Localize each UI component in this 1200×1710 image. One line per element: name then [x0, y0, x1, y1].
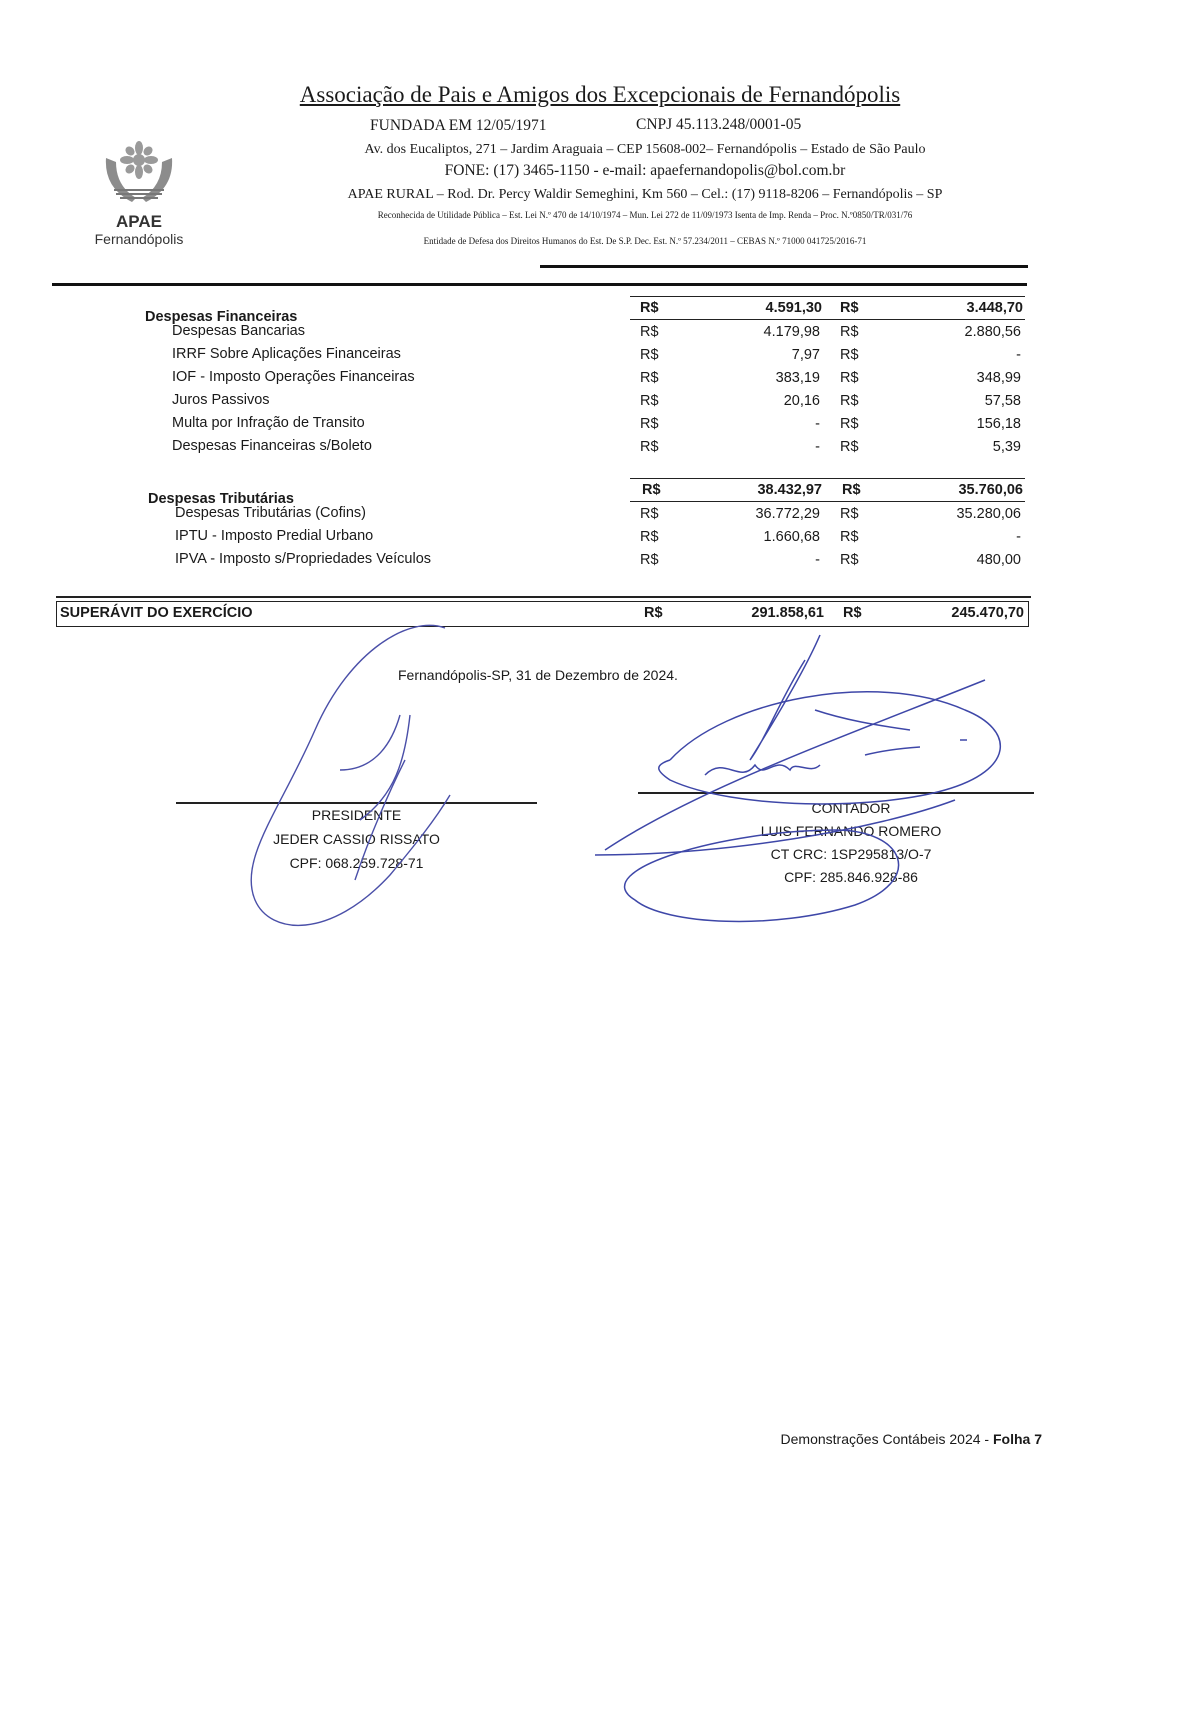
address: Av. dos Eucaliptos, 271 – Jardim Araguaia – CEP 15608-002– Fernandópolis – Estado de São Paulo	[364, 142, 926, 157]
president-signature	[240, 620, 480, 940]
financeiras-item-label: IOF - Imposto Operações Financeiras	[172, 369, 415, 385]
accountant-crc: CT CRC: 1SP295813/O-7	[770, 846, 932, 862]
tributarias-item-b: 35.280,06	[956, 506, 1021, 522]
financeiras-item-b: 2.880,56	[964, 324, 1021, 340]
financeiras-item-b: 5,39	[992, 439, 1021, 455]
financeiras-total-a: 4.591,30	[765, 300, 822, 316]
tributarias-item-row: R$ 36.772,29 R$ 35.280,06	[630, 503, 1025, 525]
tributarias-total-row: R$ 38.432,97 R$ 35.760,06	[630, 479, 1025, 501]
financeiras-item-a: 7,97	[791, 347, 820, 363]
tributarias-total-b: 35.760,06	[958, 482, 1023, 498]
accountant-name: LUIS FERNANDO ROMERO	[760, 823, 942, 839]
financeiras-item-label: IRRF Sobre Aplicações Financeiras	[172, 346, 401, 362]
phone-email: FONE: (17) 3465-1150 - e-mail: apaefernandopolis@bol.com.br	[444, 162, 846, 179]
financeiras-item-a: 20,16	[783, 393, 820, 409]
superavit-a: 291.858,61	[751, 605, 824, 621]
apae-rural: APAE RURAL – Rod. Dr. Percy Waldir Semeghini, Km 560 – Cel.: (17) 9118-8206 – Fernandópolis – SP	[347, 187, 943, 202]
tributarias-item-b: -	[1016, 529, 1021, 545]
org-title: Associação de Pais e Amigos dos Excepcionais de Fernandópolis	[299, 82, 901, 107]
president-name: JEDER CASSIO RISSATO	[273, 831, 440, 847]
financeiras-item-row: R$ 383,19 R$ 348,99	[630, 367, 1025, 389]
financeiras-item-label: Despesas Financeiras s/Boleto	[172, 438, 372, 454]
founded-date: FUNDADA EM 12/05/1971	[370, 117, 547, 134]
apae-flower-hands-icon	[84, 138, 194, 212]
footer: Demonstrações Contábeis 2024 - Folha 7	[780, 1431, 1042, 1447]
tributarias-item-row: R$ 1.660,68 R$ -	[630, 526, 1025, 548]
cnpj: CNPJ 45.113.248/0001-05	[636, 116, 802, 133]
financeiras-item-b: 57,58	[984, 393, 1021, 409]
place-date: Fernandópolis-SP, 31 de Dezembro de 2024.	[398, 667, 678, 683]
financeiras-item-label: Juros Passivos	[172, 392, 270, 408]
president-role: PRESIDENTE	[311, 807, 402, 823]
financeiras-item-a: -	[815, 439, 820, 455]
financeiras-item-row: R$ 20,16 R$ 57,58	[630, 390, 1025, 412]
tributarias-title: Despesas Tributárias	[148, 491, 294, 507]
tributarias-item-label: Despesas Tributárias (Cofins)	[175, 505, 366, 521]
tributarias-total-a: 38.432,97	[757, 482, 822, 498]
president-cpf: CPF: 068.259.728-71	[289, 855, 424, 871]
tributarias-item-row: R$ - R$ 480,00	[630, 549, 1025, 571]
financeiras-total-row: R$ 4.591,30 R$ 3.448,70	[630, 297, 1025, 319]
tributarias-item-a: -	[815, 552, 820, 568]
tributarias-item-b: 480,00	[976, 552, 1021, 568]
logo-city: Fernandópolis	[94, 231, 184, 247]
financeiras-item-label: Multa por Infração de Transito	[172, 415, 365, 431]
tributarias-item-a: 1.660,68	[763, 529, 820, 545]
accountant-role: CONTADOR	[811, 800, 891, 816]
financeiras-item-a: -	[815, 416, 820, 432]
entity: Entidade de Defesa dos Direitos Humanos do Est. De S.P. Dec. Est. N.º 57.234/2011 – CEBAS N.º 71000 041725/2016-71	[423, 236, 867, 246]
apae-logo	[84, 138, 194, 248]
financeiras-item-b: 156,18	[976, 416, 1021, 432]
logo-name: APAE	[116, 212, 162, 231]
financeiras-item-a: 383,19	[775, 370, 820, 386]
superavit-b: 245.470,70	[951, 605, 1024, 621]
financeiras-item-row: R$ 4.179,98 R$ 2.880,56	[630, 321, 1025, 343]
financeiras-item-label: Despesas Bancarias	[172, 323, 305, 339]
financeiras-title: Despesas Financeiras	[145, 309, 298, 325]
tributarias-item-a: 36.772,29	[755, 506, 820, 522]
accountant-signature	[575, 630, 1025, 930]
financeiras-item-b: 348,99	[976, 370, 1021, 386]
financeiras-item-b: -	[1016, 347, 1021, 363]
tributarias-item-label: IPTU - Imposto Predial Urbano	[175, 528, 374, 544]
superavit-label: SUPERÁVIT DO EXERCÍCIO	[60, 605, 253, 621]
tributarias-item-label: IPVA - Imposto s/Propriedades Veículos	[175, 551, 432, 567]
page-number: Folha 7	[992, 1431, 1042, 1447]
financeiras-item-a: 4.179,98	[763, 324, 820, 340]
accountant-cpf: CPF: 285.846.928-86	[784, 869, 918, 885]
financeiras-item-row: R$ 7,97 R$ -	[630, 344, 1025, 366]
financeiras-total-b: 3.448,70	[966, 300, 1023, 316]
recognition: Reconhecida de Utilidade Pública – Est. Lei N.º 470 de 14/10/1974 – Mun. Lei 272 de 11/09/1973 Isenta de Imp. Renda – Proc. N.º0850/TR/031/76	[377, 210, 913, 220]
financeiras-item-row: R$ - R$ 156,18	[630, 413, 1025, 435]
superavit-row: SUPERÁVIT DO EXERCÍCIO R$ 291.858,61 R$ 245.470,70	[56, 601, 1029, 627]
financeiras-item-row: R$ - R$ 5,39	[630, 436, 1025, 458]
